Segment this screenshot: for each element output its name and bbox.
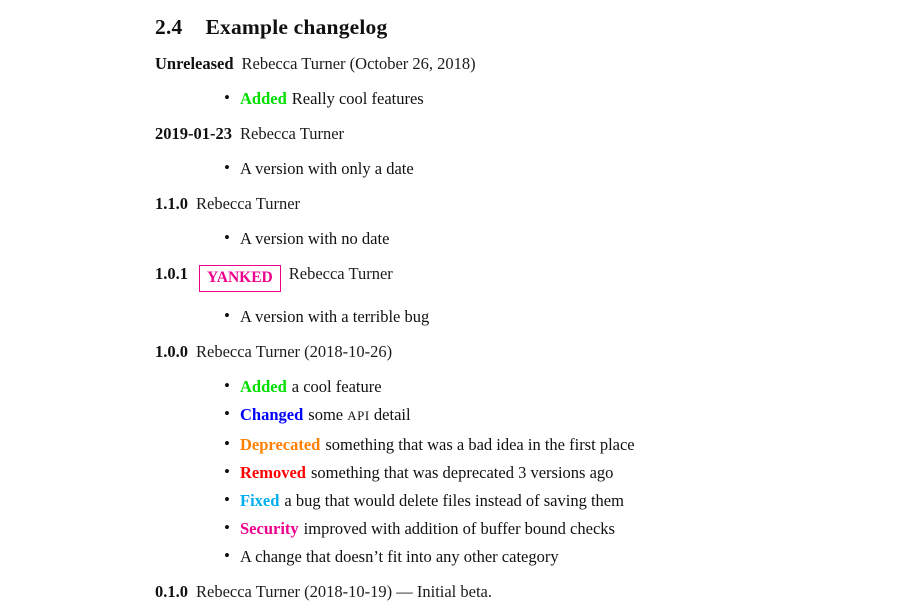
- changelog-entry-unreleased: [155, 54, 870, 108]
- change-item: [240, 89, 870, 108]
- change-item: [240, 491, 870, 510]
- changelog-entry-1-1-0: [155, 194, 870, 248]
- change-text: some: [308, 405, 348, 424]
- change-tag-added: Added: [240, 89, 287, 108]
- change-tag-fixed: Fixed: [240, 491, 280, 510]
- change-text: a cool feature: [291, 377, 382, 396]
- changelog-entry-1-0-1: [155, 264, 870, 326]
- change-tag-deprecated: Deprecated: [240, 435, 321, 454]
- changelog-entry-0-1-0: [155, 582, 870, 602]
- change-list: [155, 229, 870, 248]
- change-item: [240, 159, 870, 178]
- change-item: [240, 307, 870, 326]
- change-item: [240, 229, 870, 248]
- changelog-entry-2019-01-23: [155, 124, 870, 178]
- change-item: [240, 519, 870, 538]
- change-list: [155, 159, 870, 178]
- entry-meta: Rebecca Turner (2018-10-19) — Initial beta.: [196, 582, 493, 601]
- change-text: A version with only a date: [240, 159, 414, 178]
- section-heading: [155, 15, 870, 40]
- change-item: [240, 547, 870, 566]
- change-text: a bug that would delete files instead of saving them: [284, 491, 624, 510]
- change-text: Really cool features: [291, 89, 424, 108]
- entry-meta: Rebecca Turner: [288, 264, 393, 283]
- changelog-entry-1-0-0: [155, 342, 870, 566]
- change-list: [155, 307, 870, 326]
- change-text: detail: [369, 405, 411, 424]
- entry-meta: Rebecca Turner (2018-10-26): [196, 342, 393, 361]
- change-text: improved with addition of buffer bound checks: [303, 519, 615, 538]
- entry-meta: Rebecca Turner (October 26, 2018): [241, 54, 476, 73]
- yanked-badge: YANKED: [199, 265, 281, 292]
- entry-label: 1.0.1: [155, 264, 188, 283]
- change-text: something that was deprecated 3 versions ago: [310, 463, 614, 482]
- change-item: [240, 405, 870, 426]
- entry-meta: Rebecca Turner: [240, 124, 345, 143]
- change-item: [240, 377, 870, 396]
- change-tag-added: Added: [240, 377, 287, 396]
- change-list: [155, 377, 870, 566]
- change-tag-changed: Changed: [240, 405, 304, 424]
- change-text: A change that doesn’t fit into any other category: [240, 547, 559, 566]
- change-tag-removed: Removed: [240, 463, 306, 482]
- change-text: A version with a terrible bug: [240, 307, 430, 326]
- section-title: Example changelog: [205, 15, 388, 39]
- entry-label: 1.0.0: [155, 342, 188, 361]
- entry-label: Unreleased: [155, 54, 234, 73]
- entry-meta: Rebecca Turner: [196, 194, 301, 213]
- change-list: [155, 89, 870, 108]
- change-tag-security: Security: [240, 519, 299, 538]
- section-number: 2.4: [155, 15, 183, 39]
- entry-label: 1.1.0: [155, 194, 188, 213]
- change-text: A version with no date: [240, 229, 390, 248]
- smallcaps-api: API: [347, 409, 370, 423]
- entry-label: 2019-01-23: [155, 124, 232, 143]
- change-item: [240, 435, 870, 454]
- change-text: something that was a bad idea in the first place: [325, 435, 635, 454]
- change-item: [240, 463, 870, 482]
- entry-label: 0.1.0: [155, 582, 188, 601]
